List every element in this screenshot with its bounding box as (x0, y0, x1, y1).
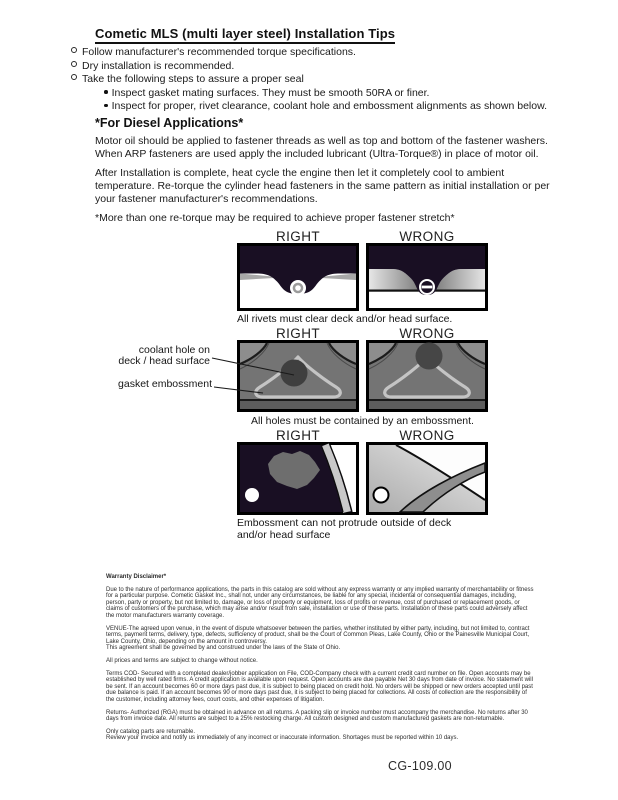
warranty-disclaimer (106, 574, 534, 742)
diesel-paragraph-1: Motor oil should be applied to fastener threads as well as top and bottom of the fastener washers. When ARP fasteners are used apply the included lubricant (Ultra-Torque®) in place of motor oil. (95, 135, 548, 161)
row3-right-label: RIGHT (276, 428, 320, 443)
coolant-wrong-diagram (366, 340, 488, 412)
disclaimer-paragraph: Due to the nature of performance applications, the parts in this catalog are sold without any express warranty or any implied warranty of merchantability or fitness for a particular purpose. Cometic Gasket Inc., shall not, under any circumstances, be liable for any special, incidental or consequential damages, including, person, party or property, but not limited to, damage, or loss of property or equipment, loss of profits or revenue, cost of purchased or replacement goods, or claims of customers of the purchase, which may arise and/or result from sale, installation or use of these parts. Installation of these parts could adversely affect the motor manufacturers warranty coverage. (106, 586, 534, 619)
circle-bullet-icon (71, 74, 77, 80)
row2-wrong-label: WRONG (399, 326, 455, 341)
disclaimer-paragraph: Terms COD- Secured with a completed dealer/jobber application on File, COD-Company check with a current credit card number on file. Open accounts may be established by well rated firms. A credit application is available upon request. Open accounts are due payable Net 30 days from date of invoice. No statement will be sent. If an account becomes 60 or more days past due, it is subject to being placed on credit hold. No orders will be shipped or new orders accepted until past due balance is paid. If an account becomes 90 or more days past due, it is subject to being placed for collections. All costs of collection are the responsibility of the customer, including attorney fees, court costs, and other expenses of litigation. (106, 670, 533, 703)
list-item (104, 87, 547, 101)
bolt-hole-icon (374, 488, 389, 503)
embossment-wrong-diagram (366, 442, 488, 515)
page-number: CG-109.00 (388, 759, 452, 773)
coolant-hole-icon (416, 343, 443, 370)
disclaimer-heading: Warranty Disclaimer* (106, 574, 167, 580)
list-item-text: Dry installation is recommended. (82, 59, 235, 72)
rivet-wrong-diagram (366, 243, 488, 311)
coolant-hole-callout: coolant hole on deck / head surface (118, 344, 210, 367)
list-item-text: Follow manufacturer's recommended torque specifications. (82, 46, 356, 58)
row3-caption: Embossment can not protrude outside of deck and/or head surface (237, 517, 452, 541)
circle-bullet-icon (71, 61, 77, 67)
rivet-right-diagram (237, 243, 359, 311)
row1-wrong-label: WRONG (399, 229, 455, 244)
page-title: Cometic MLS (multi layer steel) Installation Tips (95, 26, 395, 44)
coolant-right-diagram (237, 340, 359, 412)
list-item (71, 73, 547, 87)
list-item (104, 100, 547, 114)
disclaimer-paragraph: Only catalog parts are returnable. (106, 728, 196, 735)
list-item-text: Inspect gasket mating surfaces. They must be smooth 50RA or finer. (111, 86, 430, 99)
diesel-section-heading: *For Diesel Applications* (95, 116, 244, 130)
disclaimer-paragraph: Returns- Authorized (RGA) must be obtained in advance on all returns. A packing slip or invoice number must accompany the merchandise. No returns after 30 days from invoice date. All returns are subject to a 25% restocking charge. All custom designed and custom manufactured gaskets are non-returnable. (106, 709, 528, 723)
disclaimer-paragraph: All prices and terms are subject to change without notice. (106, 657, 258, 664)
embossment-right-diagram (237, 442, 359, 515)
bolt-hole-icon (245, 488, 259, 502)
row1-right-label: RIGHT (276, 229, 320, 244)
list-item (71, 46, 547, 60)
disclaimer-paragraph: Review your invoice and notify us immediately of any incorrect or inaccurate information. Shortages must be reported within 10 days. (106, 735, 459, 742)
row2-right-label: RIGHT (276, 326, 320, 341)
installation-tips-list (71, 46, 547, 114)
retorque-note: *More than one re-torque may be required to achieve proper fastener stretch* (95, 212, 455, 224)
list-item (71, 60, 547, 74)
dot-bullet-icon (104, 90, 108, 94)
gasket-embossment-callout: gasket embossment (118, 378, 212, 390)
dot-bullet-icon (104, 104, 108, 108)
disclaimer-paragraph: This agreement shall be governed by and construed under the laws of the State of Ohio. (106, 645, 341, 652)
row1-caption: All rivets must clear deck and/or head surface. (237, 313, 453, 325)
list-item-text: Take the following steps to assure a proper seal (82, 73, 304, 86)
row2-caption: All holes must be contained by an embossment. (251, 415, 474, 427)
row3-wrong-label: WRONG (399, 428, 455, 443)
disclaimer-paragraph: VENUE-The agreed upon venue, in the event of dispute whatsoever between the parties, whether instituted by either party, including, but not limited to, contract terms, payment terms, delivery, type, defects, sufficiency of product, shall be the Court of Common Pleas, Lake County, Ohio or the Painesville Municipal Court, Lake County, Ohio, depending on the amount in controversy. (106, 625, 530, 645)
coolant-hole-icon (281, 360, 308, 387)
list-item-text: Inspect for proper, rivet clearance, coolant hole and embossment alignments as shown below. (111, 100, 548, 113)
diesel-paragraph-2: After Installation is complete, heat cycle the engine then let it completely cool to ambient temperature. Re-torque the cylinder head fasteners in the same pattern as initial installation or per your fastener manufacturer's recommendations. (95, 167, 550, 206)
circle-bullet-icon (71, 47, 77, 53)
